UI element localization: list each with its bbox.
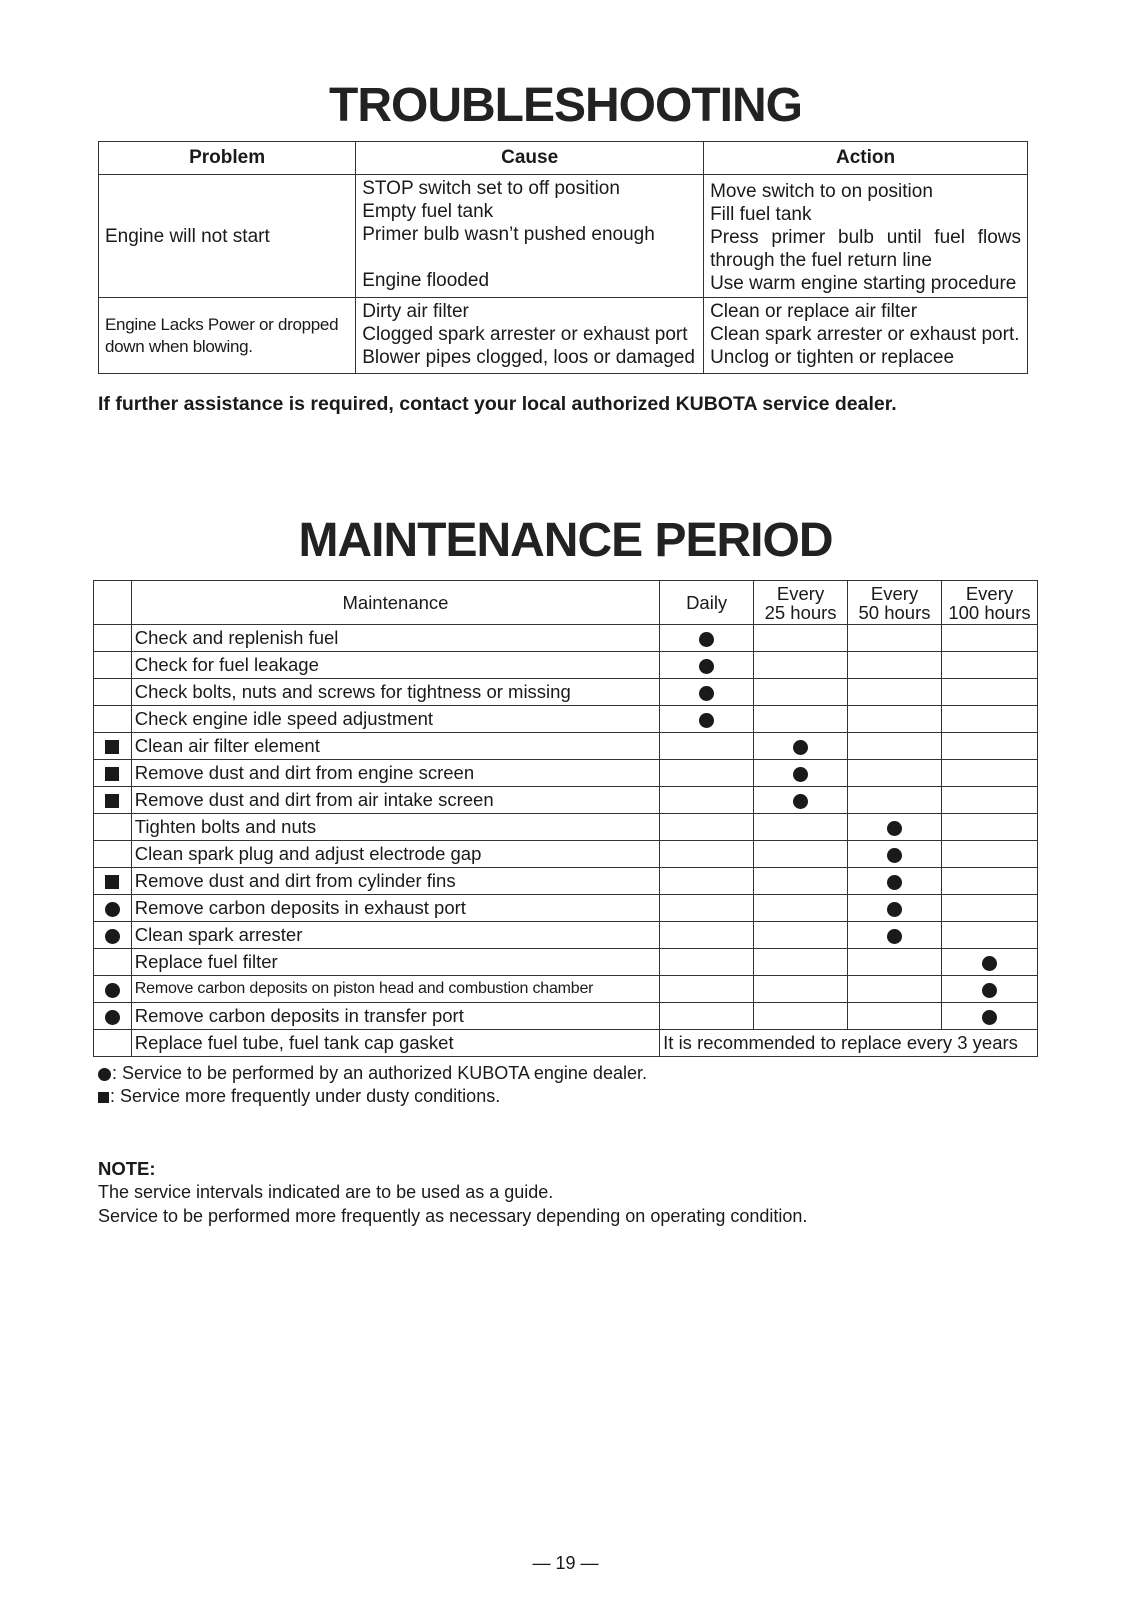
table-row	[94, 625, 1038, 652]
symbol-cell	[94, 625, 132, 652]
cause-cell	[356, 298, 704, 374]
interval-cell-25	[754, 679, 848, 706]
interval-cell-daily	[660, 760, 754, 787]
cause-cell	[356, 175, 704, 298]
interval-cell-50	[848, 895, 942, 922]
interval-cell-25	[754, 733, 848, 760]
interval-cell-daily	[660, 706, 754, 733]
interval-cell-50	[848, 949, 942, 976]
header-100-line1: Every	[965, 582, 1014, 604]
interval-cell-100	[942, 625, 1038, 652]
interval-dot-icon	[887, 929, 902, 944]
symbol-cell	[94, 922, 132, 949]
interval-cell-100	[942, 814, 1038, 841]
interval-cell-50	[848, 706, 942, 733]
interval-cell-50	[848, 976, 942, 1003]
interval-cell-50	[848, 922, 942, 949]
interval-dot-icon	[793, 740, 808, 755]
interval-cell-daily	[660, 868, 754, 895]
interval-cell-daily	[660, 841, 754, 868]
interval-cell-100	[942, 976, 1038, 1003]
task-cell: Remove carbon deposits on piston head and combustion chamber	[131, 976, 659, 1003]
interval-dot-icon	[887, 875, 902, 890]
table-row	[94, 787, 1038, 814]
interval-cell-daily	[660, 625, 754, 652]
problem-text: Engine will not start	[105, 225, 270, 247]
interval-dot-icon	[699, 632, 714, 647]
table-row	[94, 922, 1038, 949]
action-line: Clean spark arrester or exhaust port.	[710, 324, 1020, 345]
header-25-line2: 25 hours	[764, 601, 837, 623]
header-100-hours	[942, 581, 1038, 625]
interval-dot-icon	[699, 686, 714, 701]
interval-cell-25	[754, 706, 848, 733]
interval-cell-daily	[660, 895, 754, 922]
task-cell: Check bolts, nuts and screws for tightness or missing	[131, 679, 659, 706]
symbol-cell	[94, 679, 132, 706]
interval-cell-50	[848, 868, 942, 895]
interval-cell-25	[754, 625, 848, 652]
note-line: The service intervals indicated are to be used as a guide.	[98, 1182, 554, 1202]
header-action: Action	[704, 142, 1028, 175]
table-row	[94, 1030, 1038, 1057]
interval-cell-100	[942, 868, 1038, 895]
interval-dot-icon	[699, 713, 714, 728]
interval-cell-50	[848, 625, 942, 652]
symbol-cell	[94, 949, 132, 976]
interval-cell-25	[754, 760, 848, 787]
interval-cell-50	[848, 1003, 942, 1030]
page-number: — 19 —	[532, 1553, 599, 1573]
table-row	[94, 760, 1038, 787]
table-row	[99, 298, 1028, 374]
table-row	[94, 652, 1038, 679]
interval-cell-daily	[660, 652, 754, 679]
symbol-cell	[94, 733, 132, 760]
interval-cell-25	[754, 922, 848, 949]
header-maintenance: Maintenance	[131, 581, 659, 625]
maintenance-header-row	[94, 581, 1038, 625]
symbol-cell	[94, 1030, 132, 1057]
symbol-cell	[94, 841, 132, 868]
action-line: Unclog or tighten or replacee	[710, 347, 955, 368]
interval-cell-25	[754, 949, 848, 976]
interval-cell-daily	[660, 814, 754, 841]
symbol-cell	[94, 976, 132, 1003]
interval-dot-icon	[982, 983, 997, 998]
cause-line: Blower pipes clogged, loos or damaged	[362, 347, 695, 368]
dusty-conditions-square-icon	[105, 794, 119, 808]
symbol-cell	[94, 760, 132, 787]
symbol-cell	[94, 706, 132, 733]
interval-cell-100	[942, 787, 1038, 814]
note-title: NOTE:	[98, 1158, 156, 1179]
action-cell	[704, 175, 1028, 298]
recommendation-cell: It is recommended to replace every 3 years	[660, 1030, 1038, 1057]
header-problem: Problem	[99, 142, 356, 175]
cause-line: Clogged spark arrester or exhaust port	[362, 324, 688, 345]
interval-cell-daily	[660, 922, 754, 949]
symbol-cell	[94, 1003, 132, 1030]
note-line: Service to be performed more frequently as necessary depending on operating condition.	[98, 1206, 808, 1226]
symbol-cell	[94, 787, 132, 814]
interval-dot-icon	[982, 956, 997, 971]
interval-cell-100	[942, 706, 1038, 733]
interval-dot-icon	[793, 767, 808, 782]
task-cell: Clean spark plug and adjust electrode gap	[131, 841, 659, 868]
interval-cell-25	[754, 895, 848, 922]
task-cell: Replace fuel tube, fuel tank cap gasket	[131, 1030, 659, 1057]
interval-cell-50	[848, 787, 942, 814]
header-cause: Cause	[356, 142, 704, 175]
maintenance-title: MAINTENANCE PERIOD	[298, 514, 833, 567]
problem-text: Engine Lacks Power or dropped	[105, 314, 339, 334]
interval-cell-25	[754, 841, 848, 868]
troubleshooting-table	[98, 141, 1028, 374]
task-cell: Check and replenish fuel	[131, 625, 659, 652]
dealer-service-dot-icon	[105, 983, 120, 998]
troubleshooting-title: TROUBLESHOOTING	[329, 79, 802, 132]
symbol-cell	[94, 652, 132, 679]
troubleshooting-header-row	[99, 142, 1028, 175]
dealer-service-dot-icon	[105, 902, 120, 917]
table-row	[94, 733, 1038, 760]
interval-cell-100	[942, 895, 1038, 922]
interval-cell-100	[942, 1003, 1038, 1030]
interval-dot-icon	[887, 821, 902, 836]
action-cell	[704, 298, 1028, 374]
task-cell: Clean air filter element	[131, 733, 659, 760]
dealer-service-dot-icon	[105, 1010, 120, 1025]
interval-cell-daily	[660, 787, 754, 814]
interval-cell-100	[942, 733, 1038, 760]
interval-cell-100	[942, 679, 1038, 706]
table-row	[94, 841, 1038, 868]
interval-cell-100	[942, 949, 1038, 976]
action-line: Clean or replace air filter	[710, 301, 918, 322]
interval-cell-25	[754, 652, 848, 679]
task-cell: Check for fuel leakage	[131, 652, 659, 679]
legend-dot-text: : Service to be performed by an authorized KUBOTA engine dealer.	[112, 1063, 647, 1083]
task-cell: Remove dust and dirt from engine screen	[131, 760, 659, 787]
table-row	[94, 895, 1038, 922]
interval-cell-100	[942, 922, 1038, 949]
cause-line: Empty fuel tank	[362, 201, 494, 222]
interval-dot-icon	[699, 659, 714, 674]
interval-cell-daily	[660, 1003, 754, 1030]
cause-line: STOP switch set to off position	[362, 178, 620, 199]
symbol-cell	[94, 814, 132, 841]
interval-dot-icon	[793, 794, 808, 809]
header-25-line1: Every	[776, 582, 825, 604]
header-100-line2: 100 hours	[948, 601, 1031, 623]
table-row	[94, 1003, 1038, 1030]
interval-cell-25	[754, 976, 848, 1003]
dusty-conditions-square-icon	[105, 767, 119, 781]
action-line: Use warm engine starting procedure	[710, 273, 1017, 294]
action-line: Fill fuel tank	[710, 204, 812, 225]
interval-dot-icon	[887, 848, 902, 863]
legend-square-text: : Service more frequently under dusty conditions.	[110, 1086, 501, 1106]
task-cell: Check engine idle speed adjustment	[131, 706, 659, 733]
header-50-hours	[848, 581, 942, 625]
action-line: Press primer bulb until fuel flows	[710, 227, 1021, 248]
task-cell: Clean spark arrester	[131, 922, 659, 949]
task-cell: Replace fuel filter	[131, 949, 659, 976]
square-icon	[98, 1092, 109, 1103]
table-row	[94, 679, 1038, 706]
interval-cell-100	[942, 760, 1038, 787]
interval-cell-50	[848, 760, 942, 787]
cause-line: Primer bulb wasn’t pushed enough	[362, 224, 655, 245]
table-row	[94, 949, 1038, 976]
interval-cell-50	[848, 679, 942, 706]
interval-cell-50	[848, 814, 942, 841]
cause-line: Dirty air filter	[362, 301, 469, 322]
header-symbol	[94, 581, 132, 625]
cause-line: Engine flooded	[362, 270, 490, 291]
header-daily: Daily	[660, 581, 754, 625]
task-cell: Remove carbon deposits in exhaust port	[131, 895, 659, 922]
legend-dot	[98, 1063, 647, 1084]
table-row	[99, 175, 1028, 298]
interval-cell-25	[754, 814, 848, 841]
task-cell: Remove dust and dirt from cylinder fins	[131, 868, 659, 895]
header-50-line1: Every	[870, 582, 919, 604]
interval-dot-icon	[982, 1010, 997, 1025]
table-row	[94, 868, 1038, 895]
task-cell: Remove carbon deposits in transfer port	[131, 1003, 659, 1030]
assistance-note: If further assistance is required, contact your local authorized KUBOTA service dealer.	[98, 393, 897, 415]
interval-cell-50	[848, 841, 942, 868]
interval-cell-daily	[660, 733, 754, 760]
legend-square	[98, 1086, 500, 1107]
dusty-conditions-square-icon	[105, 875, 119, 889]
interval-cell-daily	[660, 679, 754, 706]
header-50-line2: 50 hours	[858, 601, 931, 623]
interval-cell-50	[848, 733, 942, 760]
interval-cell-daily	[660, 976, 754, 1003]
table-row	[94, 706, 1038, 733]
dealer-service-dot-icon	[105, 929, 120, 944]
symbol-cell	[94, 895, 132, 922]
interval-cell-daily	[660, 949, 754, 976]
dusty-conditions-square-icon	[105, 740, 119, 754]
task-cell: Tighten bolts and nuts	[131, 814, 659, 841]
dot-icon	[98, 1068, 111, 1081]
maintenance-table	[93, 580, 1038, 1057]
interval-cell-25	[754, 868, 848, 895]
problem-cell	[99, 175, 356, 298]
problem-text: down when blowing.	[105, 336, 253, 356]
action-line: Move switch to on position	[710, 181, 933, 202]
interval-dot-icon	[887, 902, 902, 917]
task-cell: Remove dust and dirt from air intake screen	[131, 787, 659, 814]
interval-cell-100	[942, 652, 1038, 679]
table-row	[94, 976, 1038, 1003]
interval-cell-100	[942, 841, 1038, 868]
symbol-cell	[94, 868, 132, 895]
interval-cell-50	[848, 652, 942, 679]
header-25-hours	[754, 581, 848, 625]
table-row	[94, 814, 1038, 841]
problem-cell	[99, 298, 356, 374]
interval-cell-25	[754, 1003, 848, 1030]
interval-cell-25	[754, 787, 848, 814]
action-line: through the fuel return line	[710, 250, 932, 271]
